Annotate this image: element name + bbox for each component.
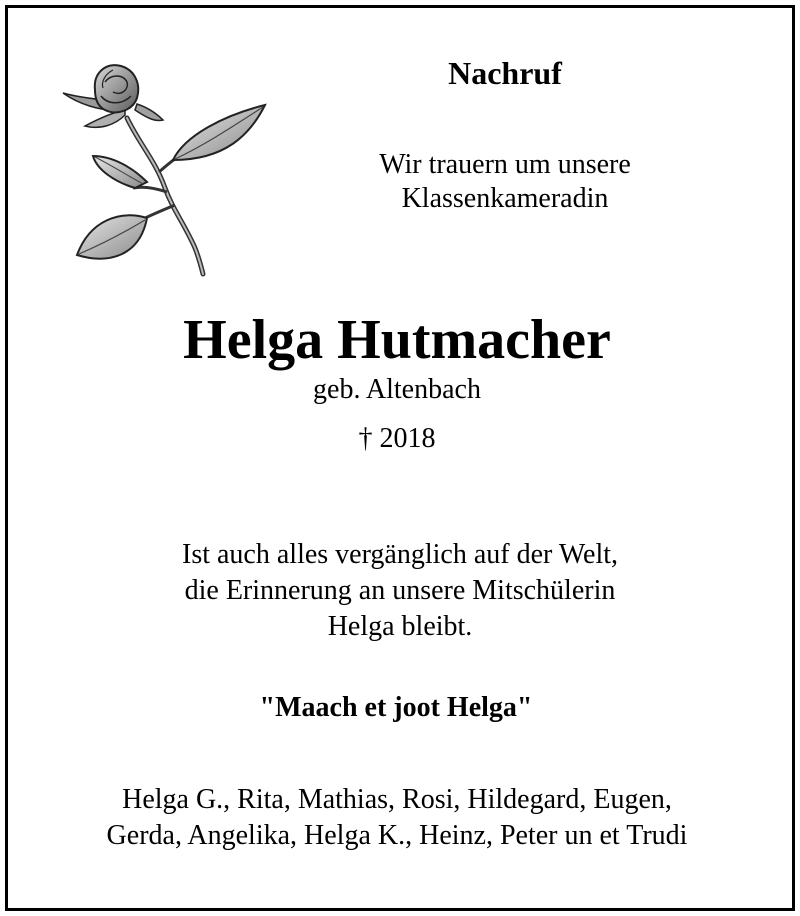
birth-name: geb. Altenbach — [313, 374, 481, 405]
farewell-quote: "Maach et joot Helga" — [259, 692, 533, 723]
intro-text — [340, 148, 670, 216]
deceased-name: Helga Hutmacher — [183, 309, 611, 371]
rose-icon — [55, 60, 280, 280]
signers-list — [0, 782, 794, 854]
obituary-heading: Nachruf — [448, 55, 562, 91]
intro-line-2: Klassenkameradin — [401, 183, 609, 214]
signers-line-1: Helga G., Rita, Mathias, Rosi, Hildegard, Eugen, — [122, 784, 672, 815]
verse-line-3: Helga bleibt. — [327, 611, 473, 642]
verse-line-2: die Erinnerung an unsere Mitschülerin — [184, 575, 616, 606]
signers-line-2: Gerda, Angelika, Helga K., Heinz, Peter un et Trudi — [106, 820, 688, 851]
verse-line-1: Ist auch alles vergänglich auf der Welt, — [182, 539, 618, 570]
intro-line-1: Wir trauern um unsere — [379, 149, 631, 180]
death-year: † 2018 — [358, 423, 436, 454]
memorial-verse — [0, 537, 800, 645]
